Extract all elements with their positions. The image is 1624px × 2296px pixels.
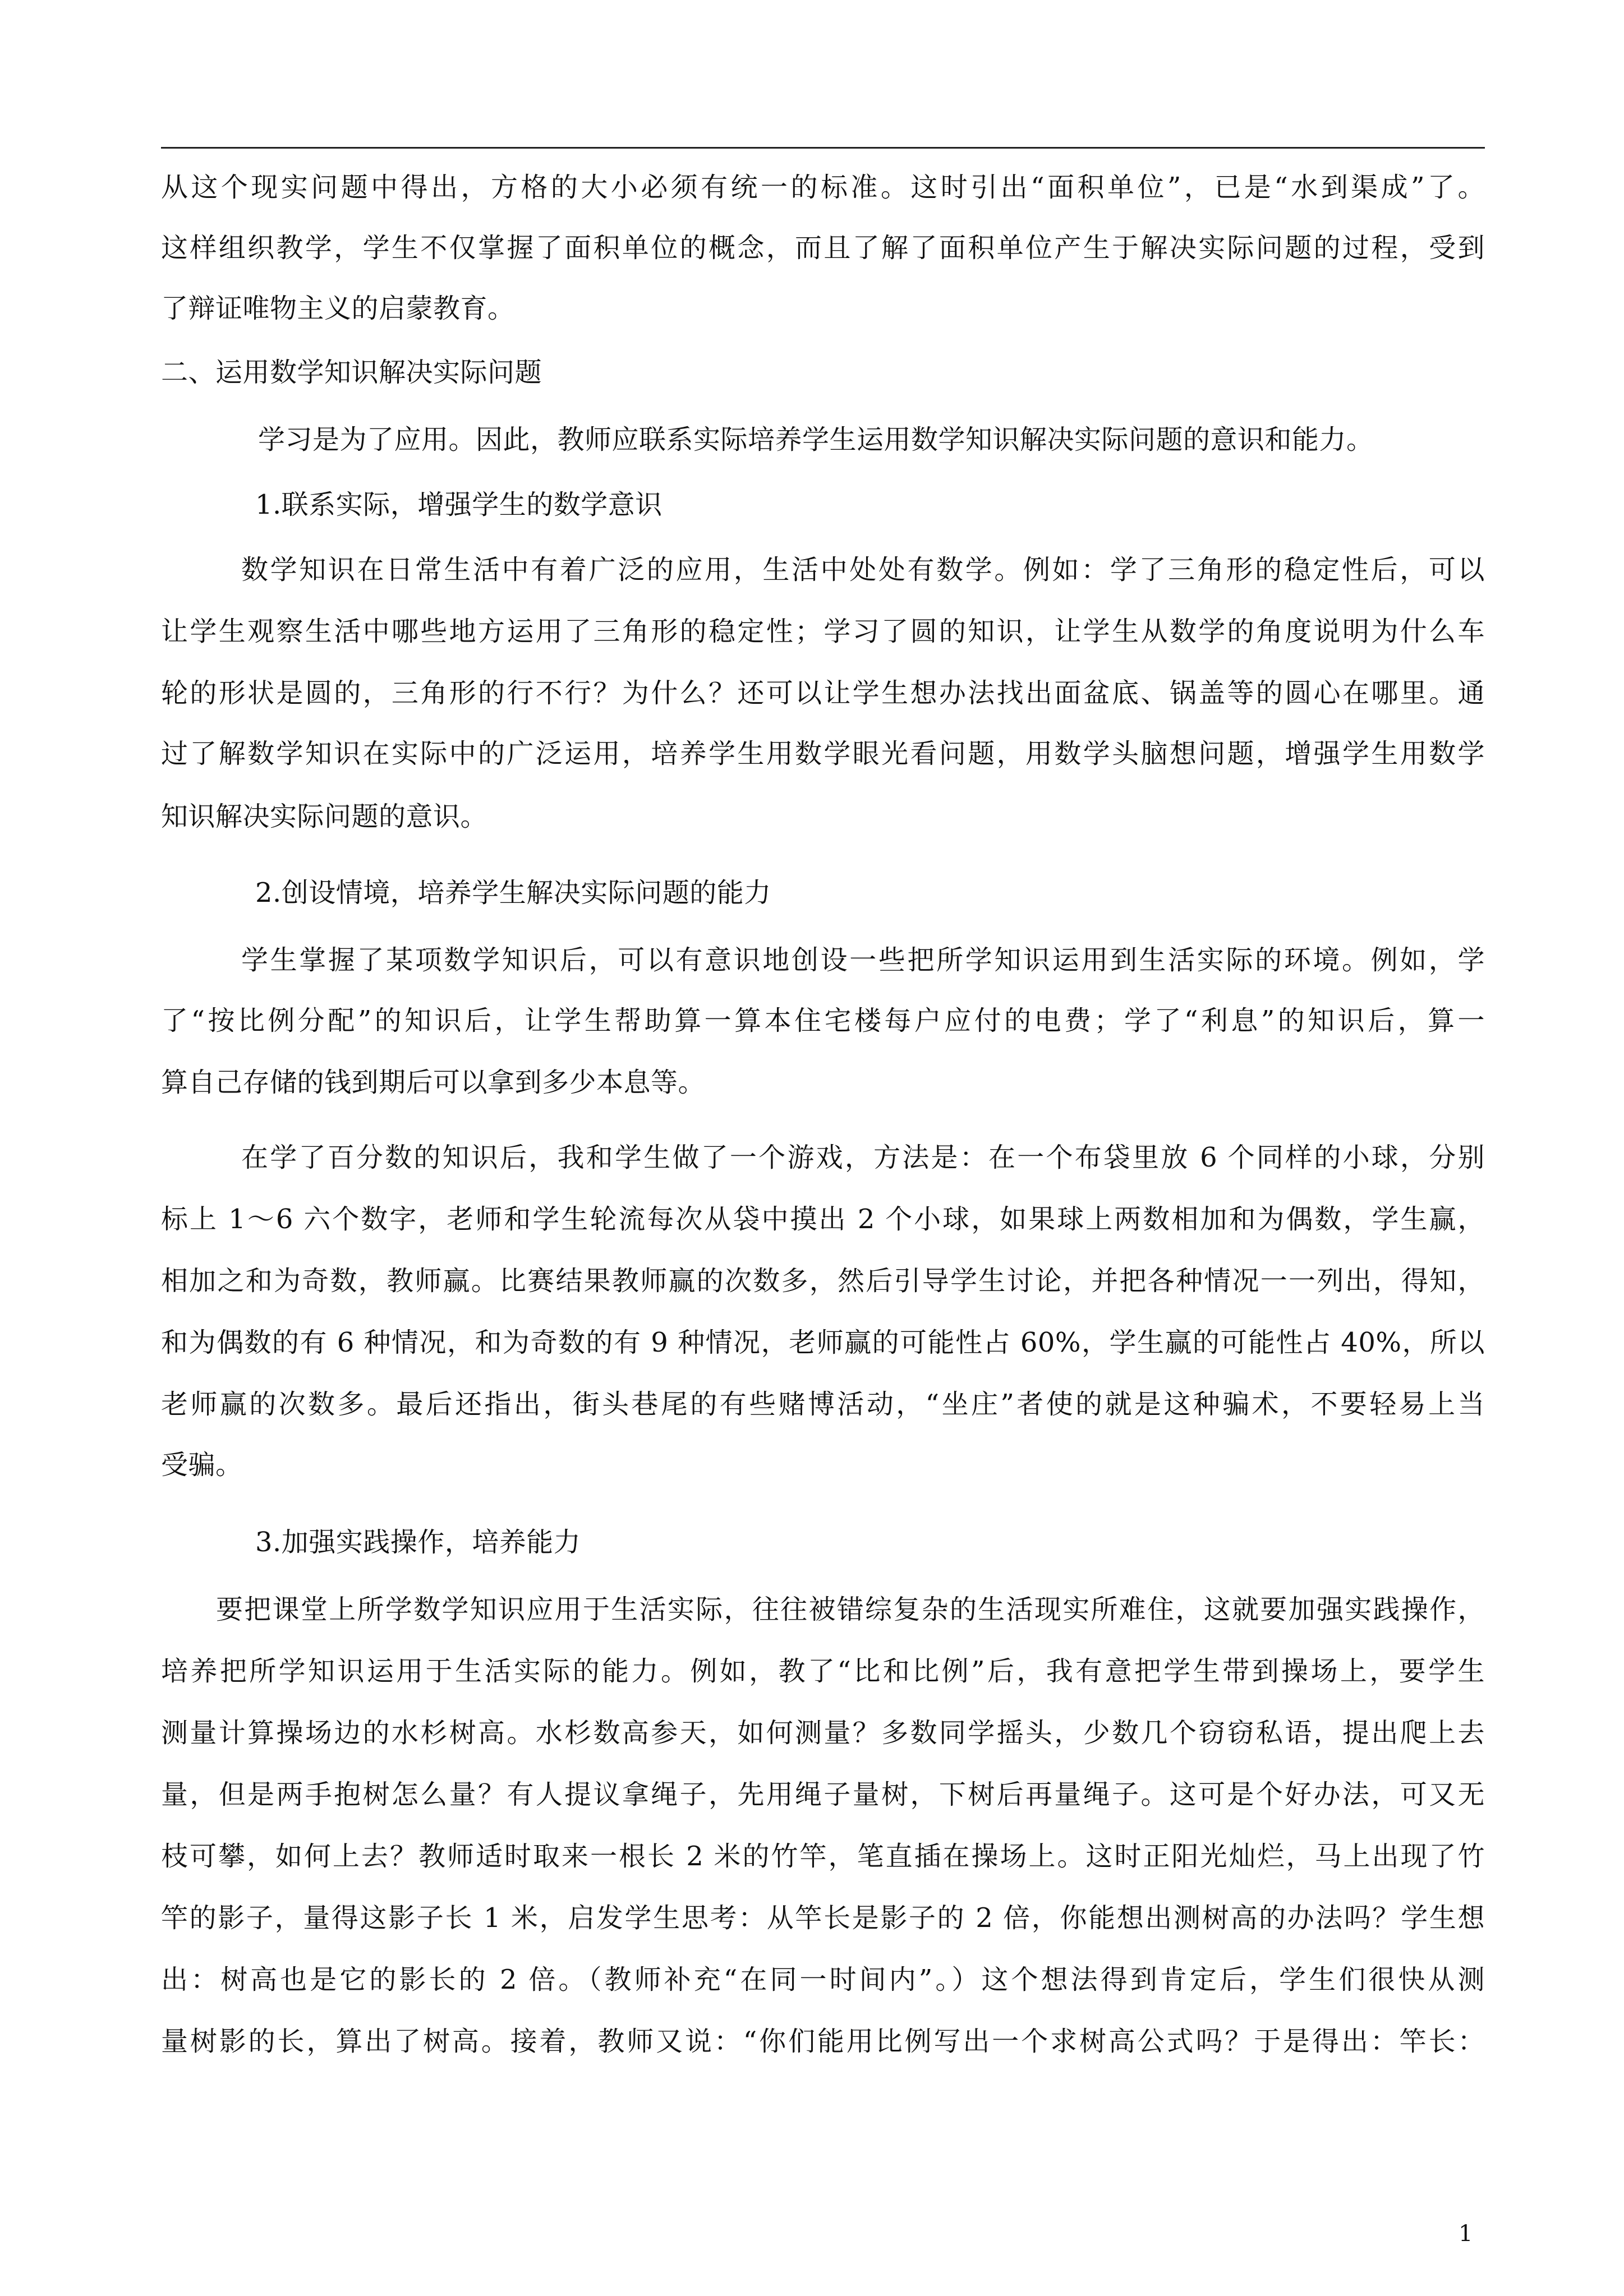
body-line: 测量计算操场边的水杉树高。水杉数高参天，如何测量？多数同学摇头，少数几个窃窃私语，提出爬上去 <box>161 1717 1485 1749</box>
body-line: 这样组织教学，学生不仅掌握了面积单位的概念，而且了解了面积单位产生于解决实际问题的过程，受到 <box>161 232 1485 264</box>
body-line: 标上 1～6 六个数字，老师和学生轮流每次从袋中摸出 2 个小球，如果球上两数相加和为偶数，学生赢， <box>161 1204 1485 1235</box>
body-line: 在学了百分数的知识后，我和学生做了一个游戏，方法是：在一个布袋里放 6 个同样的小球，分别 <box>241 1142 1485 1173</box>
body-line: 过了解数学知识在实际中的广泛运用，培养学生用数学眼光看问题，用数学头脑想问题，增强学生用数学 <box>161 738 1485 769</box>
body-line: 相加之和为奇数，教师赢。比赛结果教师赢的次数多，然后引导学生讨论，并把各种情况一一列出，得知， <box>161 1265 1485 1297</box>
body-line: 算自己存储的钱到期后可以拿到多少本息等。 <box>161 1067 706 1098</box>
body-line: 数学知识在日常生活中有着广泛的应用，生活中处处有数学。例如：学了三角形的稳定性后，可以 <box>241 554 1485 585</box>
body-line: 学生掌握了某项数学知识后，可以有意识地创设一些把所学知识运用到生活实际的环境。例如，学 <box>241 944 1485 976</box>
page-number: 1 <box>1459 2221 1473 2247</box>
body-line: 从这个现实问题中得出，方格的大小必须有统一的标准。这时引出“面积单位”，已是“水到渠成”了。 <box>161 172 1485 203</box>
body-line: 枝可攀，如何上去？教师适时取来一根长 2 米的竹竿，笔直插在操场上。这时正阳光灿烂，马上出现了竹 <box>161 1841 1485 1872</box>
section-heading: 二、运用数学知识解决实际问题 <box>161 357 542 388</box>
body-line: 轮的形状是圆的，三角形的行不行？为什么？还可以让学生想办法找出面盆底、锅盖等的圆心在哪里。通 <box>161 677 1485 709</box>
body-line: 让学生观察生活中哪些地方运用了三角形的稳定性；学习了圆的知识，让学生从数学的角度说明为什么车 <box>161 616 1485 647</box>
body-line: 受骗。 <box>161 1449 243 1481</box>
body-line: 要把课堂上所学数学知识应用于生活实际，往往被错综复杂的生活现实所难住，这就要加强实践操作， <box>216 1594 1485 1625</box>
body-line: 量，但是两手抱树怎么量？有人提议拿绳子，先用绳子量树，下树后再量绳子。这可是个好办法，可又无 <box>161 1779 1485 1810</box>
body-line: 出：树高也是它的影长的 2 倍。（教师补充“在同一时间内”。）这个想法得到肯定后，学生们很快从测 <box>161 1964 1485 1995</box>
body-line: 了辩证唯物主义的启蒙教育。 <box>161 293 515 324</box>
body-line: 了“按比例分配”的知识后，让学生帮助算一算本住宅楼每户应付的电费；学了“利息”的知识后，算一 <box>161 1005 1485 1036</box>
subsection-heading: 1.联系实际，增强学生的数学意识 <box>255 489 663 520</box>
body-line: 培养把所学知识运用于生活实际的能力。例如，教了“比和比例”后，我有意把学生带到操场上，要学生 <box>161 1656 1485 1687</box>
body-line: 知识解决实际问题的意识。 <box>161 801 488 832</box>
subsection-heading: 3.加强实践操作，培养能力 <box>255 1527 581 1558</box>
body-line: 量树影的长，算出了树高。接着，教师又说：“你们能用比例写出一个求树高公式吗？于是得出：竿长： <box>161 2026 1485 2057</box>
header-rule <box>161 147 1485 149</box>
subsection-heading: 2.创设情境，培养学生解决实际问题的能力 <box>255 877 771 909</box>
body-line: 和为偶数的有 6 种情况，和为奇数的有 9 种情况，老师赢的可能性占 60%，学生赢的可能性占 40%，所以 <box>161 1327 1485 1358</box>
body-line: 老师赢的次数多。最后还指出，街头巷尾的有些赌博活动，“坐庄”者使的就是这种骗术，不要轻易上当 <box>161 1389 1485 1420</box>
body-line: 学习是为了应用。因此，教师应联系实际培养学生运用数学知识解决实际问题的意识和能力。 <box>258 424 1374 455</box>
body-line: 竿的影子，量得这影子长 1 米，启发学生思考：从竿长是影子的 2 倍，你能想出测树高的办法吗？学生想 <box>161 1902 1485 1934</box>
